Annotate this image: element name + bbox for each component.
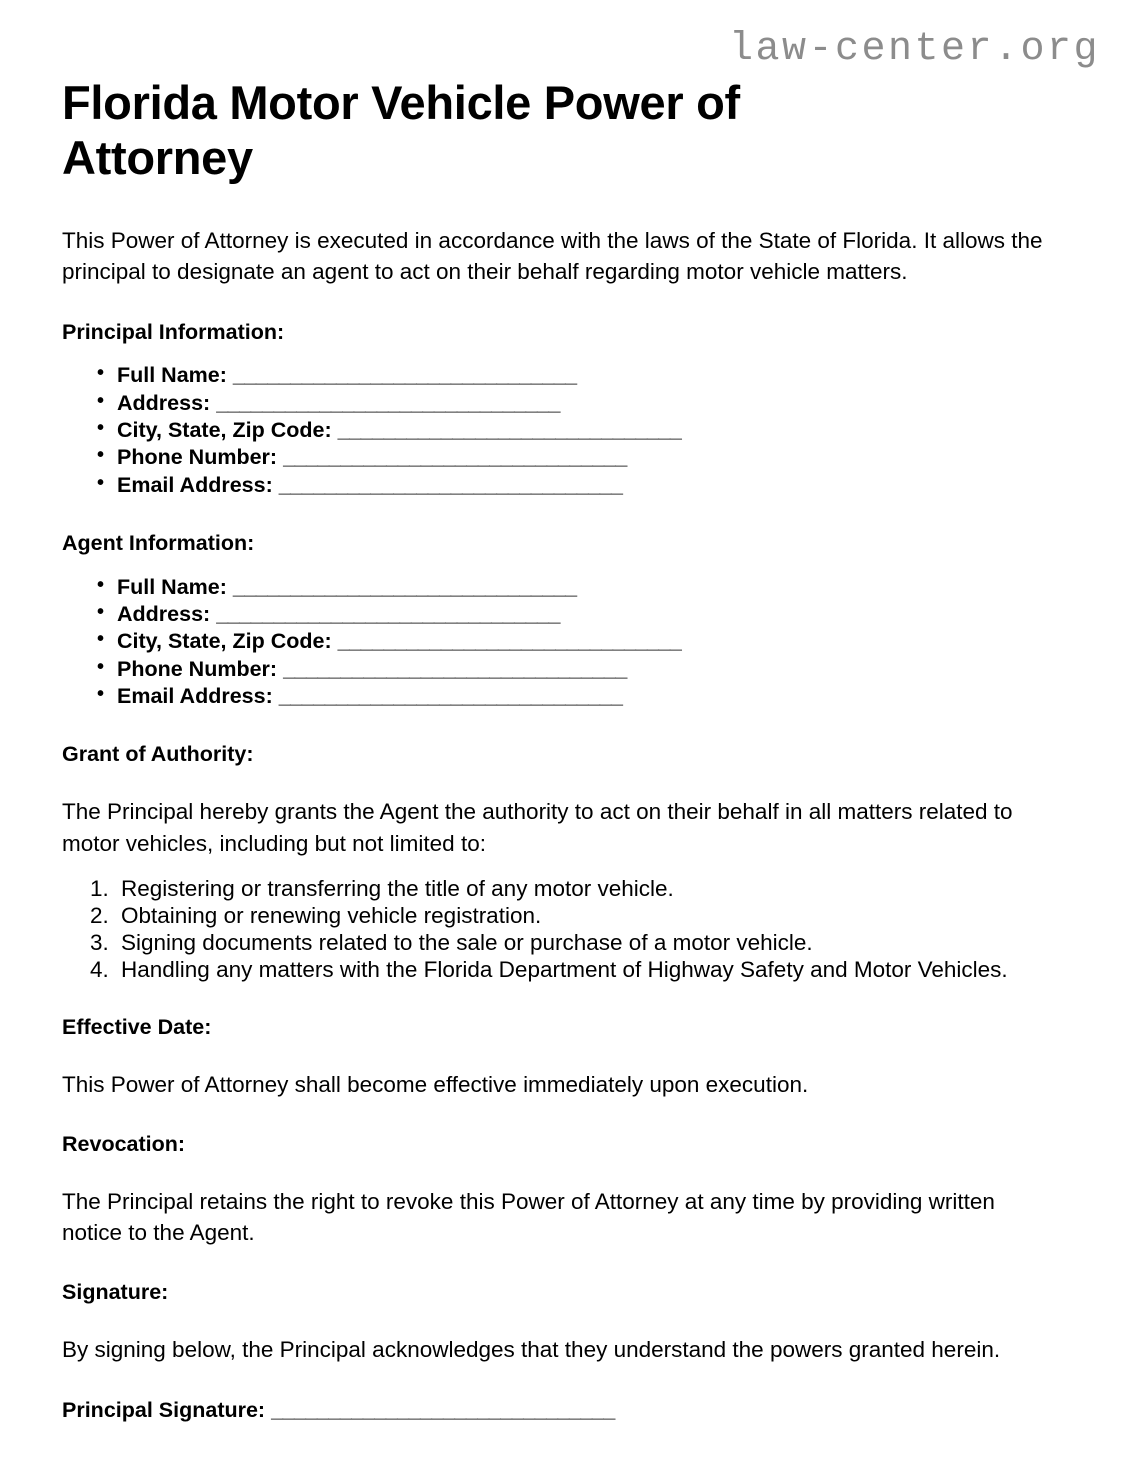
effective-date-paragraph: This Power of Attorney shall become effective immediately upon execution. <box>62 1071 809 1097</box>
agent-information-heading: Agent Information: <box>62 530 255 555</box>
list-item <box>97 362 1071 389</box>
list-item <box>97 417 1071 444</box>
field-blank[interactable]: ______________________________ <box>337 418 682 443</box>
list-item <box>97 656 1071 683</box>
principal-signature-label: Principal Signature: <box>62 1397 266 1422</box>
field-blank[interactable]: ______________________________ <box>216 602 560 627</box>
field-blank[interactable]: ______________________________ <box>283 656 627 681</box>
list-item <box>97 472 1071 499</box>
signature-paragraph: By signing below, the Principal acknowledges that they understand the powers granted herein. <box>62 1337 1001 1363</box>
list-item <box>97 574 1071 601</box>
authority-items-list <box>62 875 1071 983</box>
field-blank[interactable]: ______________________________ <box>283 445 627 470</box>
site-watermark: law-center.org <box>728 27 1100 72</box>
list-item: Signing documents related to the sale or purchase of a motor vehicle. <box>121 929 813 955</box>
principal-signature-blank[interactable]: ______________________________ <box>271 1397 615 1422</box>
revocation-heading: Revocation: <box>62 1132 186 1157</box>
field-label: Email Address: <box>117 472 273 497</box>
field-label: Phone Number: <box>117 656 278 681</box>
field-blank[interactable]: ______________________________ <box>232 363 577 388</box>
list-item <box>97 444 1071 471</box>
signature-heading: Signature: <box>62 1280 169 1305</box>
field-label: Full Name: <box>117 574 227 599</box>
list-item <box>97 390 1071 417</box>
page-title: Florida Motor Vehicle Power of Attorney <box>62 76 740 184</box>
list-item: Handling any matters with the Florida Department of Highway Safety and Motor Vehicles. <box>121 956 1008 982</box>
grant-of-authority-heading: Grant of Authority: <box>62 742 254 767</box>
field-label: Address: <box>117 390 211 415</box>
effective-date-heading: Effective Date: <box>62 1014 212 1039</box>
list-item <box>97 683 1071 710</box>
field-label: City, State, Zip Code: <box>117 629 332 654</box>
field-blank[interactable]: ______________________________ <box>337 629 682 654</box>
field-label: Full Name: <box>117 363 227 388</box>
principal-field-list <box>62 362 1071 498</box>
field-blank[interactable]: ______________________________ <box>278 684 623 709</box>
intro-paragraph: This Power of Attorney is executed in accordance with the laws of the State of Florida. It allows the principal to designate an agent to act on their behalf regarding motor vehicle matters. <box>62 227 1043 285</box>
list-item <box>97 601 1071 628</box>
field-blank[interactable]: ______________________________ <box>232 574 577 599</box>
field-blank[interactable]: ______________________________ <box>278 472 623 497</box>
list-item <box>97 628 1071 655</box>
list-item: Registering or transferring the title of any motor vehicle. <box>121 875 674 901</box>
field-label: Phone Number: <box>117 445 278 470</box>
field-blank[interactable]: ______________________________ <box>216 390 560 415</box>
field-label: Email Address: <box>117 684 273 709</box>
principal-signature-line <box>62 1366 1071 1424</box>
principal-information-heading: Principal Information: <box>62 319 285 344</box>
agent-field-list <box>62 574 1071 710</box>
field-label: City, State, Zip Code: <box>117 418 332 443</box>
field-label: Address: <box>117 602 211 627</box>
revocation-paragraph: The Principal retains the right to revoke this Power of Attorney at any time by providing written notice to the Agent. <box>62 1188 995 1246</box>
grant-intro-paragraph: The Principal hereby grants the Agent the authority to act on their behalf in all matters related to motor vehicles, including but not limited to: <box>62 799 1013 856</box>
list-item: Obtaining or renewing vehicle registration. <box>121 902 542 928</box>
